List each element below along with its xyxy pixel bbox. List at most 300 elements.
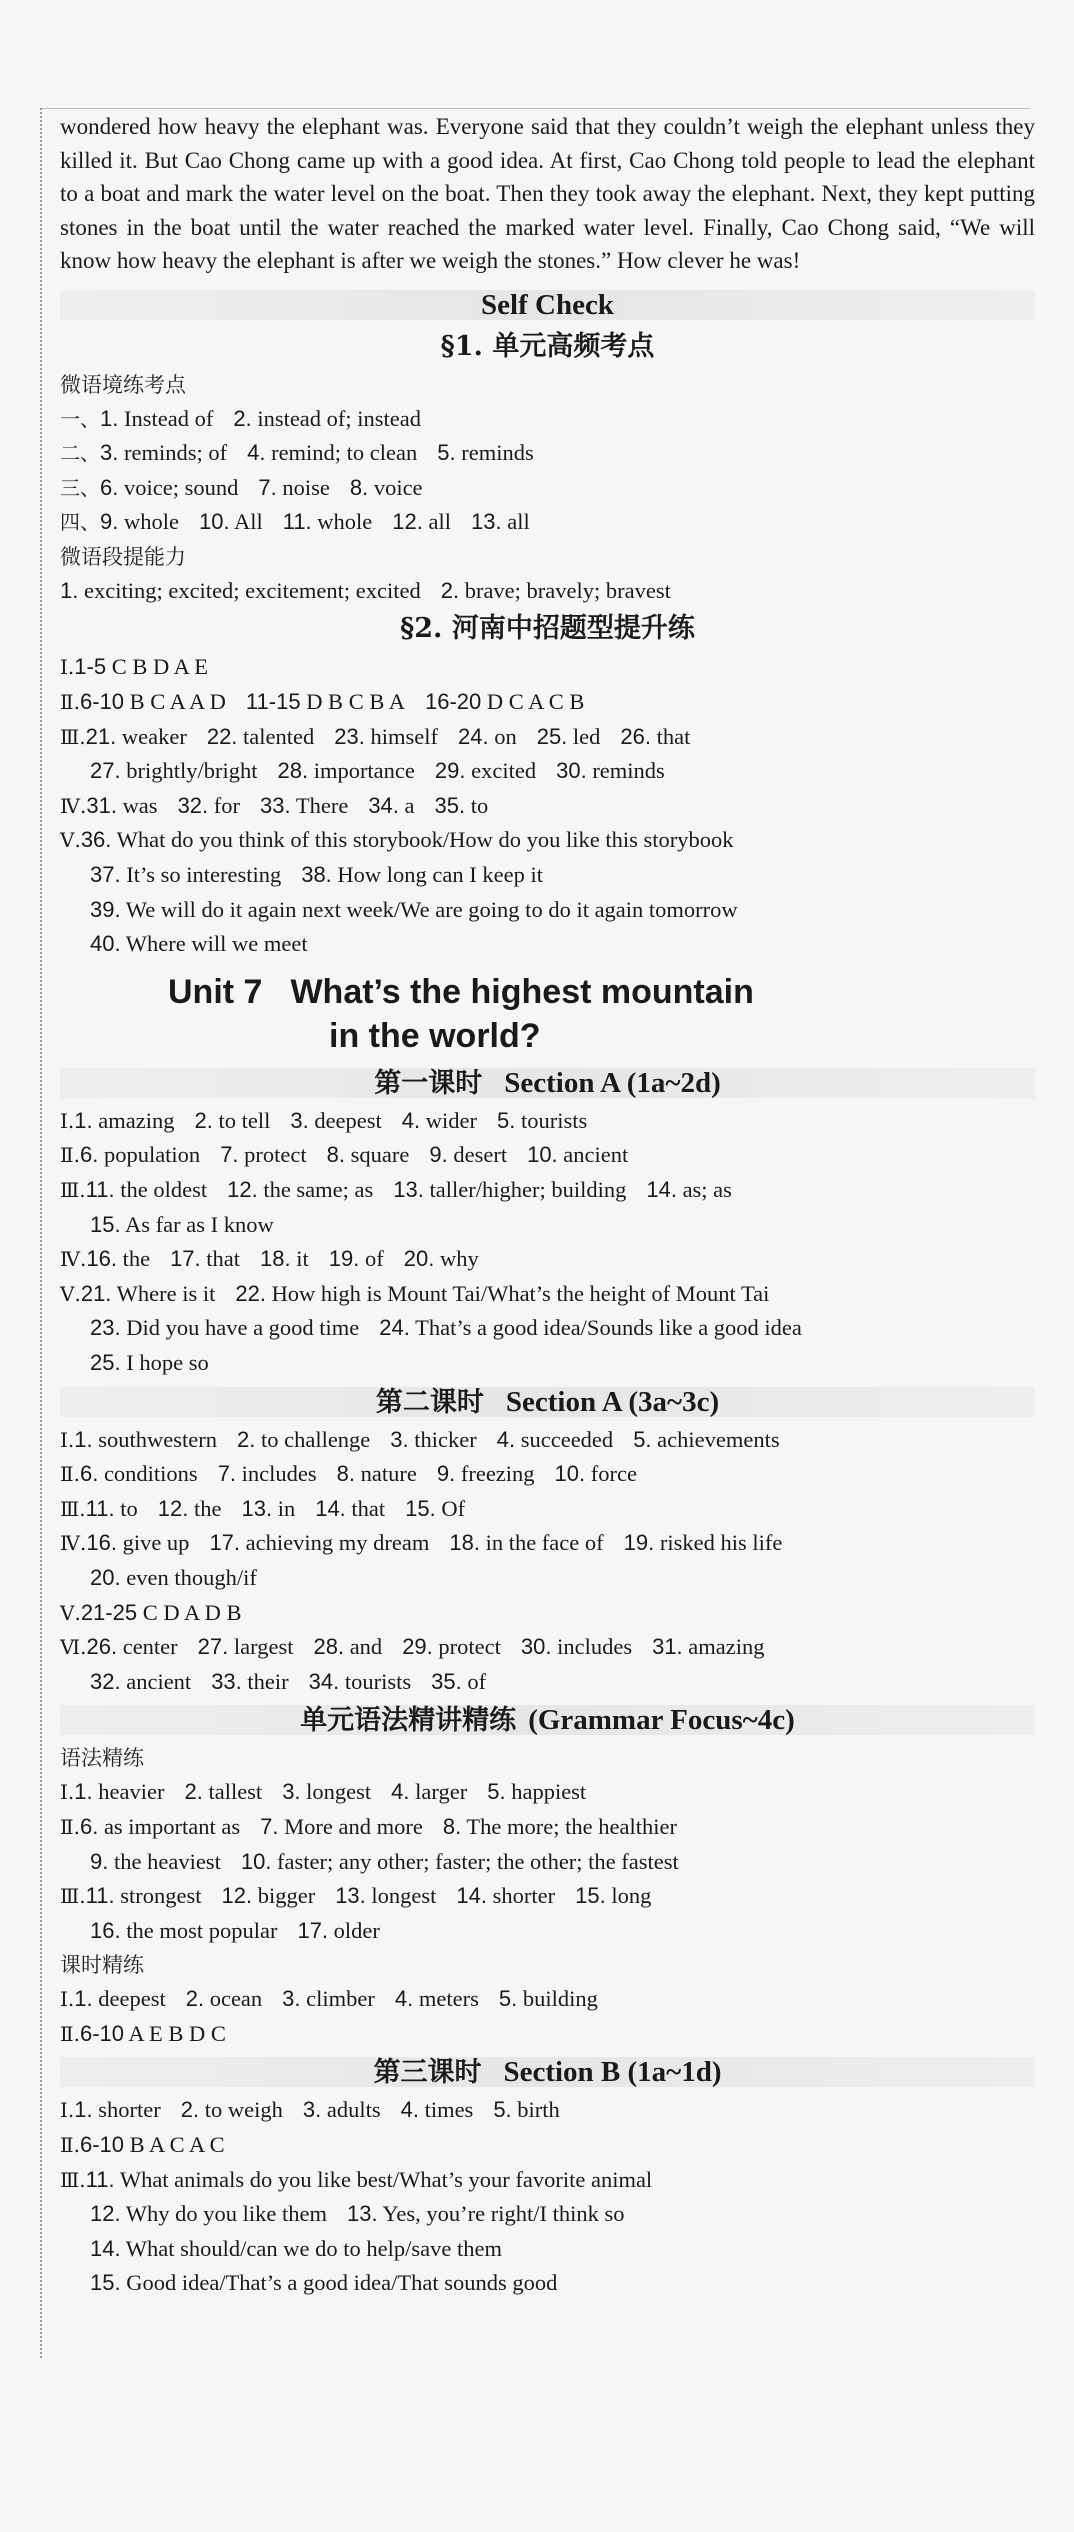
answer-item — [497, 1108, 587, 1133]
answer-number: 24. — [379, 1315, 410, 1341]
answer-text: risked his life — [654, 1530, 783, 1556]
answer-text: longest — [365, 1883, 437, 1909]
answer-text: on — [488, 723, 517, 749]
answer-item — [81, 827, 734, 852]
answer-item — [313, 1634, 382, 1659]
top-divider — [40, 108, 1030, 109]
answer-text: We will do it again next week/We are going to do it again tomorrow — [120, 896, 738, 922]
answer-number: 39. — [90, 896, 121, 922]
answer-row — [60, 2163, 1035, 2198]
answer-text: reminds; of — [118, 440, 228, 466]
answer-row — [60, 1138, 1035, 1173]
answer-number: 8. — [442, 1813, 462, 1839]
answer-number: 14. — [90, 2235, 121, 2261]
answer-number: 17. — [297, 1917, 329, 1943]
unit-label: Unit 7 — [168, 972, 263, 1011]
answer-number: 18. — [449, 1530, 480, 1556]
answer-item — [100, 509, 179, 534]
answer-row — [60, 1810, 1035, 1845]
answer-row — [60, 2093, 1035, 2128]
unit-title-line2: in the world? — [329, 1016, 541, 1055]
answer-text: give up — [116, 1530, 190, 1556]
answer-item — [207, 724, 314, 749]
answer-number: 12. — [157, 1495, 189, 1521]
answer-text: ocean — [204, 1986, 263, 2012]
answer-text: that — [200, 1246, 241, 1272]
answer-item — [220, 1142, 306, 1167]
answer-number: 38. — [301, 862, 332, 888]
answer-item — [335, 1883, 436, 1908]
answer-number: 2. — [184, 1779, 203, 1805]
answer-text: It’s so interesting — [120, 862, 282, 888]
answer-item — [425, 689, 584, 714]
answer-number: 5. — [498, 1986, 518, 2012]
answer-text: deepest — [92, 1986, 166, 2012]
answer-item — [405, 1496, 465, 1521]
answer-item — [86, 1496, 138, 1521]
answer-text: thicker — [408, 1426, 477, 1452]
answer-text: That’s a good idea/Sounds like a good idea — [409, 1315, 802, 1341]
s1-subhead-2: 微语段提能力 — [60, 544, 186, 569]
answer-number: 2. — [236, 1426, 256, 1452]
answer-number: 4. — [391, 1779, 410, 1805]
answer-text: includes — [551, 1634, 633, 1660]
lesson1-heading-box — [60, 1062, 1035, 1104]
row-label: Ⅱ. — [60, 690, 80, 715]
answer-number: 21. — [85, 723, 117, 749]
answer-text: to challenge — [255, 1426, 371, 1452]
answer-row — [60, 927, 1035, 962]
answer-item — [198, 1634, 294, 1659]
lesson3-answer-rows — [60, 2093, 1035, 2301]
answer-number: 17. — [170, 1246, 201, 1272]
answer-text: times — [418, 2097, 474, 2123]
answer-text: reminds — [586, 758, 665, 784]
answer-text: bigger — [252, 1883, 316, 1909]
answer-number: 6. — [100, 474, 119, 500]
answer-text: Why do you like them — [120, 2201, 328, 2227]
answer-number: 22. — [206, 723, 238, 749]
answer-item — [521, 1634, 632, 1659]
answer-text: wider — [420, 1107, 477, 1133]
answer-item — [337, 1461, 417, 1486]
answer-text: that — [345, 1495, 386, 1521]
answer-item — [209, 1530, 429, 1555]
answer-item — [90, 2201, 327, 2226]
answer-item — [60, 578, 421, 603]
row-label: Ⅲ. — [60, 2167, 86, 2192]
answer-text: the most popular — [120, 1917, 278, 1943]
answer-text: reminds — [455, 440, 534, 466]
answer-item — [90, 2236, 502, 2261]
answer-number: 16. — [86, 1246, 117, 1272]
answer-number: 11. — [282, 509, 312, 535]
answer-item — [315, 1496, 385, 1521]
answer-text: for — [208, 792, 241, 818]
row-label: Ⅰ. — [60, 2098, 75, 2123]
answer-number: 30. — [556, 758, 587, 784]
answer-item — [555, 1461, 637, 1486]
answer-row — [60, 1457, 1035, 1492]
answer-item — [241, 1496, 295, 1521]
self-check-heading-box — [60, 284, 1035, 326]
answer-text: heavier — [92, 1779, 165, 1805]
answer-text: to — [465, 792, 489, 818]
answer-text: freezing — [455, 1461, 535, 1487]
answer-item — [178, 793, 240, 818]
answer-text: conditions — [98, 1461, 198, 1487]
answer-item — [443, 1814, 677, 1839]
answer-item — [181, 2097, 283, 2122]
answer-number: 29. — [434, 758, 466, 784]
answer-number: 25. — [90, 1349, 121, 1375]
row-label: Ⅴ. — [60, 828, 81, 853]
answer-text: longest — [300, 1779, 372, 1805]
answer-number: 5. — [437, 440, 456, 466]
answer-number: 1. — [74, 1986, 93, 2012]
lesson1-title: 第一课时 Section A (1a~2d) — [374, 1066, 721, 1099]
answer-item — [90, 1565, 257, 1590]
answer-number: 6. — [79, 1461, 99, 1487]
row-label: Ⅰ. — [60, 1987, 75, 2012]
answer-number: 8. — [349, 474, 369, 500]
answer-number: 14. — [646, 1177, 677, 1202]
answer-item — [652, 1634, 764, 1659]
answer-number: 13. — [241, 1495, 273, 1521]
answer-item — [74, 654, 208, 679]
answer-item — [283, 509, 373, 534]
row-label: Ⅳ. — [60, 1247, 87, 1272]
answer-item — [395, 1986, 479, 2011]
answer-item — [90, 1315, 359, 1340]
answer-item — [401, 2097, 474, 2122]
answer-row — [60, 823, 1035, 858]
answer-item — [227, 1177, 373, 1202]
row-label: Ⅴ. — [60, 1281, 81, 1306]
answer-item — [441, 578, 671, 603]
answer-text: brightly/bright — [120, 758, 258, 784]
answer-text: even though/if — [120, 1564, 257, 1590]
answer-item — [575, 1883, 651, 1908]
answer-number: 15. — [90, 1211, 121, 1237]
answer-number: 1. — [74, 1779, 93, 1805]
answer-number: 23. — [90, 1315, 121, 1341]
answer-item — [90, 758, 257, 783]
answer-number: 13. — [347, 2201, 378, 2227]
answer-row — [60, 1596, 1035, 1631]
answer-number: 8. — [336, 1461, 356, 1487]
answer-text: adults — [321, 2097, 381, 2123]
answer-number: 4. — [394, 1986, 414, 2012]
answer-text: of — [461, 1668, 487, 1694]
answer-row — [60, 1775, 1035, 1810]
answer-text: protect — [432, 1634, 501, 1660]
answer-number: 10. — [527, 1142, 558, 1168]
answer-item — [237, 1427, 370, 1452]
left-dotted-margin — [40, 108, 42, 2358]
answer-number: 1. — [100, 405, 119, 431]
answer-text: center — [117, 1634, 178, 1660]
grammar-heading-box — [60, 1699, 1035, 1741]
row-label: Ⅲ. — [60, 1496, 86, 1521]
answer-text: As far as I know — [120, 1211, 274, 1237]
answer-item — [260, 1814, 423, 1839]
answer-text: it — [290, 1246, 309, 1272]
answer-row — [60, 1561, 1035, 1596]
row-label: 二、 — [60, 441, 100, 466]
answer-row — [60, 1879, 1035, 1914]
answer-item — [100, 440, 227, 465]
row-label: Ⅲ. — [60, 1884, 86, 1909]
answer-text: larger — [409, 1779, 468, 1805]
answer-item — [211, 1669, 288, 1694]
answer-number: 1. — [60, 577, 79, 603]
answer-text: Good idea/That’s a good idea/That sounds good — [120, 2270, 558, 2296]
answer-number: 14. — [456, 1883, 487, 1909]
s1-sub2-answer-row — [60, 574, 1035, 609]
answer-number: 13. — [335, 1883, 366, 1909]
answer-row — [60, 1423, 1035, 1458]
answer-text: southwestern — [92, 1426, 217, 1452]
answer-number: 22. — [235, 1280, 266, 1306]
answer-item — [527, 1142, 628, 1167]
answer-number: 7. — [217, 1461, 237, 1487]
answer-number: 7. — [260, 1813, 279, 1839]
answer-item — [392, 509, 451, 534]
answer-number: 2. — [440, 577, 460, 603]
answer-number: 37. — [90, 862, 121, 888]
answer-item — [158, 1496, 222, 1521]
answer-number: 1. — [74, 2097, 93, 2123]
answer-text: tourists — [515, 1107, 588, 1133]
answer-text: Of — [435, 1495, 466, 1521]
answer-item — [90, 1669, 191, 1694]
answer-item — [429, 1142, 507, 1167]
answer-number: 33. — [211, 1668, 242, 1694]
answer-text: the — [116, 1246, 151, 1272]
answer-text: force — [585, 1461, 637, 1487]
answer-text: Where is it — [111, 1280, 216, 1306]
answer-number: 18. — [260, 1246, 291, 1272]
answer-text: strongest — [114, 1883, 202, 1909]
row-label: Ⅳ. — [60, 793, 87, 818]
answer-row — [60, 2232, 1035, 2267]
answer-row — [60, 1208, 1035, 1243]
answer-row — [60, 1104, 1035, 1139]
answer-text: voice — [368, 474, 423, 500]
answer-item — [620, 724, 690, 749]
answer-item — [246, 689, 405, 714]
s1-subhead-1: 微语境练考点 — [60, 372, 186, 397]
lesson2-answer-rows — [60, 1423, 1035, 1700]
answer-text: amazing — [92, 1107, 175, 1133]
answer-row — [60, 2266, 1035, 2301]
answer-number: 35. — [431, 1668, 462, 1694]
answer-text: Yes, you’re right/I think so — [377, 2201, 625, 2227]
answer-item — [80, 1461, 198, 1486]
answer-text: taller/higher; building — [423, 1177, 627, 1202]
answer-text: a — [398, 792, 415, 818]
answer-item — [74, 1986, 165, 2011]
answer-item — [402, 1108, 477, 1133]
answer-number: 20. — [90, 1564, 121, 1590]
answer-item — [100, 406, 213, 431]
answer-row — [60, 1982, 1035, 2017]
unit-title-line1: What’s the highest mountain — [290, 972, 754, 1011]
answer-item — [86, 1246, 150, 1271]
answer-number: 17. — [209, 1530, 241, 1556]
answer-row — [60, 574, 1035, 609]
answer-number: 13. — [393, 1177, 424, 1202]
answer-item — [90, 931, 308, 956]
row-label: Ⅰ. — [60, 1780, 75, 1805]
answer-text: voice; sound — [118, 474, 239, 500]
answer-text: their — [241, 1668, 289, 1694]
answer-number: 1. — [74, 1107, 93, 1133]
answer-text: weaker — [116, 723, 187, 749]
answer-row — [60, 789, 1035, 824]
answer-number: 27. — [90, 758, 121, 784]
answer-row — [60, 505, 1035, 540]
answer-item — [186, 1986, 262, 2011]
answer-text: tallest — [202, 1779, 263, 1805]
answer-item — [247, 440, 417, 465]
answer-text: as; as — [676, 1177, 732, 1202]
answer-number: 31. — [86, 792, 117, 818]
answer-number: 3. — [100, 440, 119, 466]
answer-number: 33. — [260, 792, 291, 818]
answer-number: 32. — [177, 792, 209, 818]
answer-row — [60, 1346, 1035, 1381]
answer-text: includes — [236, 1461, 317, 1487]
answer-number: 9. — [90, 1848, 109, 1874]
answer-number: 29. — [402, 1634, 433, 1660]
answer-item — [493, 2097, 559, 2122]
answer-number: 12. — [227, 1177, 258, 1202]
answer-text: long — [605, 1883, 652, 1909]
row-label: Ⅱ. — [60, 1814, 80, 1839]
answer-row — [60, 1173, 1035, 1208]
answer-number: 11. — [85, 1177, 115, 1202]
answer-number: 1. — [74, 1426, 93, 1452]
answer-row — [60, 685, 1035, 720]
answer-item — [402, 1634, 501, 1659]
answer-number: 11. — [85, 2166, 115, 2192]
answer-item — [86, 793, 157, 818]
answer-item — [80, 1814, 240, 1839]
answer-text: noise — [276, 474, 330, 500]
answer-text: in the face of — [479, 1530, 604, 1556]
answer-item — [74, 1108, 174, 1133]
answer-number: 1-5 — [74, 654, 107, 680]
row-label: Ⅱ. — [60, 1143, 80, 1168]
answer-text: deepest — [308, 1107, 382, 1133]
answer-text: ancient — [120, 1668, 192, 1694]
answer-text: climber — [300, 1986, 375, 2012]
answer-number: 11. — [85, 1495, 115, 1521]
answer-item — [218, 1461, 317, 1486]
answer-number: 2. — [185, 1986, 205, 2012]
answer-item — [90, 862, 281, 887]
s1-title: §1. 单元高频考点 — [440, 330, 655, 362]
answer-text: How high is Mount Tai/What’s the height of Mount Tai — [265, 1280, 770, 1306]
answer-item — [235, 1281, 769, 1306]
answer-row — [60, 1277, 1035, 1312]
answer-item — [282, 1986, 375, 2011]
answer-text: birth — [511, 2097, 560, 2123]
answer-item — [404, 1246, 479, 1271]
answer-item — [86, 724, 187, 749]
answer-item — [74, 1427, 217, 1452]
answer-number: 27. — [197, 1634, 229, 1660]
answer-row — [60, 1311, 1035, 1346]
answer-item — [347, 2201, 624, 2226]
answer-text: achievements — [651, 1426, 780, 1452]
grammar-answer-rows-2 — [60, 1982, 1035, 2051]
answer-text: What do you think of this storybook/How do you like this storybook — [111, 827, 734, 853]
answer-number: 36. — [80, 827, 112, 853]
answer-number: 28. — [313, 1634, 345, 1660]
answer-text: whole — [118, 509, 179, 535]
answer-number: 2. — [180, 2097, 200, 2123]
answer-number: 23. — [334, 723, 365, 749]
answer-number: 31. — [652, 1634, 683, 1660]
answer-number: 19. — [623, 1530, 655, 1556]
answer-text: to tell — [212, 1107, 271, 1133]
answer-text: There — [290, 792, 349, 818]
answer-number: 11. — [85, 1883, 115, 1909]
grammar-subhead-1: 语法精练 — [60, 1746, 144, 1771]
answer-item — [435, 758, 536, 783]
answer-row — [60, 402, 1035, 437]
answer-text: talented — [237, 723, 315, 749]
answer-number: 4. — [401, 1107, 421, 1133]
answer-row — [60, 1665, 1035, 1700]
answer-number: 4. — [247, 440, 266, 466]
lesson2-title: 第二课时 Section A (3a~3c) — [375, 1385, 720, 1418]
answer-number: 16. — [86, 1530, 117, 1556]
answer-text: importance — [308, 758, 415, 784]
row-label: Ⅱ. — [60, 2021, 80, 2046]
answer-text: B A C A C — [124, 2132, 225, 2158]
answer-item — [556, 758, 665, 783]
answer-number: 28. — [277, 758, 309, 784]
answer-item — [390, 1427, 476, 1452]
answer-item — [90, 1212, 274, 1237]
answer-row — [60, 720, 1035, 755]
answer-item — [277, 758, 414, 783]
s2-answer-rows — [60, 650, 1035, 961]
answer-item — [90, 1350, 209, 1375]
answer-row — [60, 1492, 1035, 1527]
answer-row — [60, 2197, 1035, 2232]
answer-item — [499, 1986, 598, 2011]
answer-text: What should/can we do to help/save them — [120, 2235, 502, 2261]
answer-item — [431, 1669, 486, 1694]
answer-text: the heaviest — [108, 1848, 221, 1874]
answer-item — [80, 1142, 200, 1167]
answer-number: 5. — [493, 2097, 512, 2123]
answer-item — [199, 509, 263, 534]
answer-number: 12. — [221, 1883, 253, 1909]
answer-item — [258, 475, 329, 500]
answer-number: 6-10 — [79, 689, 124, 715]
answer-text: the same; as — [257, 1177, 374, 1202]
grammar-answer-rows-1 — [60, 1775, 1035, 1948]
answer-number: 34. — [308, 1668, 340, 1694]
answer-item — [90, 2270, 557, 2295]
answer-number: 16. — [90, 1917, 121, 1943]
